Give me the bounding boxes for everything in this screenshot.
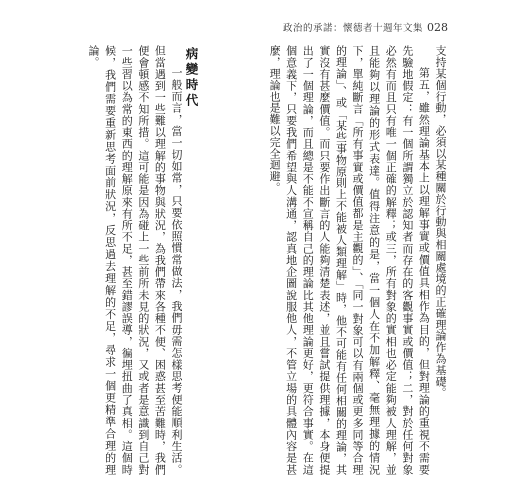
section-heading-column (182, 45, 210, 475)
body-text-after-heading (58, 45, 184, 475)
paragraph: 第五，雖然理論基本上以理解事實或價值具相作為目的，但對理論的重視不需要先驗地假定：有一個所謂獨立於認知者而存在的客觀事實或價值；二，對於任何對象必然有而且只有唯一個正確的解釋；或三，所有對象的實相也必定能夠被人理解，並且能夠以理論的形式表達。值得注意的是，當一個人在不加解釋、毫無理據的情況下，單純斷言「所有事實或價值都是主觀的」、「同一對象可以有兩個或更多同等合理的理論」、或「某些事物原則上不能被人類理解」時，他不可能有任何相關的理論，其實沒有甚麼價值。而只要作出斷言的人能夠清楚表述，並且嘗試提供理據，本身便提出了一個理論，而且總是不能不宣稱自己的理論比其他理論更好，更符合事實。在這個意義下，只要我們希望與人溝通，認真地企圖說服他人，不管立場的具體內容是甚麼，理論也是難以完全迴避。 (268, 45, 431, 475)
paragraph: 支持某個行動，必須以某種關於行動與相關處境的正確理論作為基礎。 (434, 45, 447, 399)
section-heading: 病變時代 (184, 47, 199, 109)
page-number: 028 (427, 21, 448, 34)
running-title: 政治的承諾：懷德者十週年文集 (282, 23, 423, 34)
body-text-before-heading (192, 45, 448, 475)
paragraph: 一般而言，當一切如常，只要依照慣常做法，我們毋需怎樣思考便能順利生活。但當遇到一些難以理解的事物與狀況，為我們帶來各種不便、困惑甚至苦難時，我們便會頓感不知所措。這可能是因為碰上一些前所未見的狀況，又或者是意識到自己對一些習以為常的東西的理解原來有所不足，甚至錯謬誤導，徧埋扭曲了真相。這個時候，我們需要重新思考面前狀況，反思過去理解的不足，尋求一個更精準合理的理論。 (87, 45, 183, 475)
running-header (283, 20, 448, 34)
